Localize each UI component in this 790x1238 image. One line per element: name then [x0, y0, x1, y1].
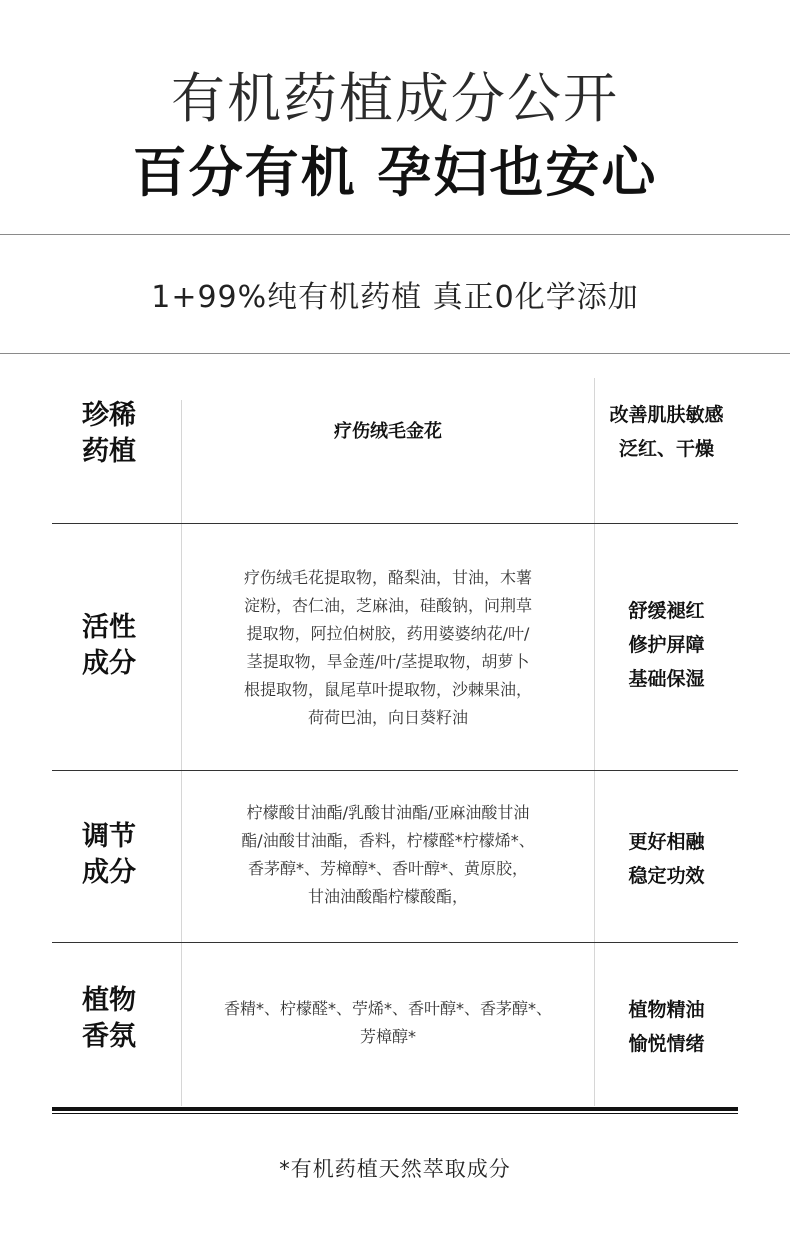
divider-middle [0, 353, 790, 354]
row-benefits [595, 825, 738, 893]
benefit-text: 基础保湿 [628, 668, 705, 690]
benefit-text: 植物精油 [628, 999, 705, 1021]
benefit-text: 舒缓褪红 [628, 600, 705, 622]
category-text: 香氛 [82, 1021, 136, 1052]
ingredient-text: 甘油油酸酯柠檬酸酯， [307, 887, 468, 906]
benefit-text: 更好相融 [628, 831, 705, 853]
row-category [52, 610, 181, 682]
ingredient-text: 根提取物，鼠尾草叶提取物，沙棘果油， [243, 680, 532, 699]
benefit-text: 泛红、干燥 [618, 438, 714, 460]
footnote: *有机药植天然萃取成分 [279, 1157, 511, 1181]
row-ingredients [182, 564, 594, 732]
subtitle: 1+99%纯有机药植 真正0化学添加 [151, 280, 639, 315]
ingredient-text: 荷荷巴油，向日葵籽油 [307, 708, 468, 727]
ingredient-text: 香茅醇*、芳樟醇*、香叶醇*、黄原胶， [247, 859, 528, 878]
category-text: 珍稀 [82, 400, 136, 431]
ingredient-text: 疗伤绒毛花提取物，酪梨油，甘油，木薯 [243, 568, 532, 587]
row-ingredients [182, 418, 594, 446]
ingredient-text: 柠檬酸甘油酯/乳酸甘油酯/亚麻油酸甘油 [246, 803, 530, 822]
ingredient-text: 香精*、柠檬醛*、苧烯*、香叶醇*、香茅醇*、 [223, 999, 552, 1018]
divider-top [0, 234, 790, 235]
category-text: 植物 [82, 985, 136, 1016]
category-text: 活性 [82, 612, 136, 643]
row-benefits [595, 398, 738, 466]
ingredient-text: 提取物，阿拉伯树胶，药用婆婆纳花/叶/ [246, 624, 530, 643]
ingredient-text: 疗伤绒毛金花 [334, 421, 442, 442]
benefit-text: 改善肌肤敏感 [609, 404, 724, 426]
ingredient-text: 芳樟醇* [359, 1027, 416, 1046]
row-ingredients [182, 799, 594, 911]
table-row [52, 524, 738, 771]
row-ingredients [182, 995, 594, 1051]
row-category [52, 819, 181, 891]
ingredient-table [52, 378, 738, 1106]
page-title-line1: 有机药植成分公开 [171, 67, 619, 130]
table-row [52, 378, 738, 524]
benefit-text: 修护屏障 [628, 634, 705, 656]
category-text: 药植 [82, 436, 136, 467]
row-benefits [595, 993, 738, 1061]
table-bottom-rule [52, 1113, 738, 1114]
row-benefits [595, 594, 738, 696]
row-category [52, 983, 181, 1055]
category-text: 成分 [82, 648, 136, 679]
table-row [52, 771, 738, 943]
category-text: 成分 [82, 857, 136, 888]
category-text: 调节 [82, 821, 136, 852]
benefit-text: 稳定功效 [628, 865, 705, 887]
ingredient-text: 茎提取物，旱金莲/叶/茎提取物，胡萝卜 [246, 652, 530, 671]
table-bottom-rule [52, 1107, 738, 1111]
page-title-line2: 百分有机 孕妇也安心 [132, 141, 658, 204]
benefit-text: 愉悦情绪 [628, 1033, 705, 1055]
row-category [52, 398, 181, 470]
ingredient-text: 酯/油酸甘油酯，香料，柠檬醛*柠檬烯*、 [241, 831, 535, 850]
ingredient-text: 淀粉，杏仁油，芝麻油，硅酸钠，问荆草 [243, 596, 532, 615]
table-row [52, 943, 738, 1106]
